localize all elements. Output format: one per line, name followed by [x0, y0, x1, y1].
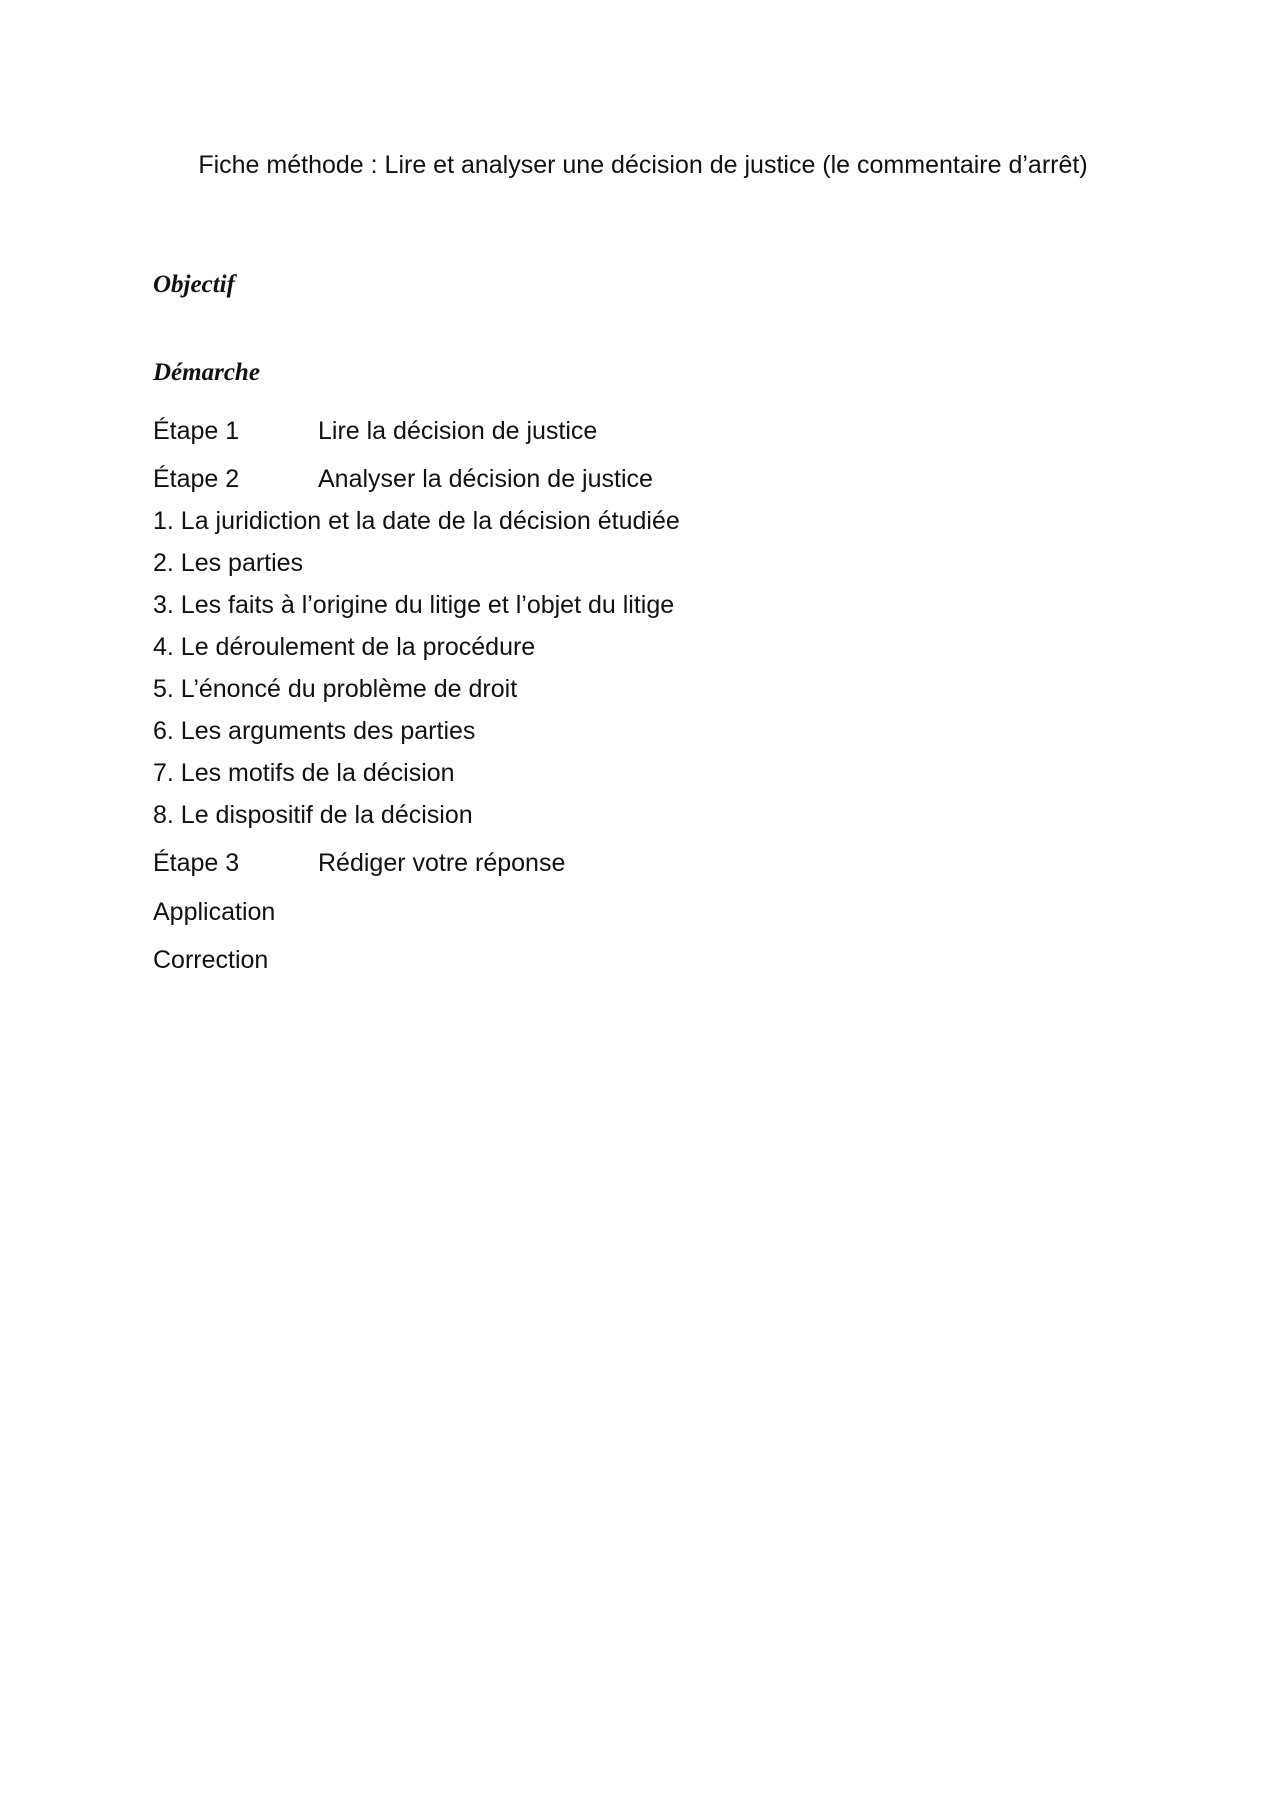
step-2-label: Étape 2 — [153, 465, 240, 493]
step-3-text: Rédiger votre réponse — [318, 849, 566, 877]
analysis-item-5: 5. L’énoncé du problème de droit — [153, 675, 518, 703]
demarche-heading: Démarche — [153, 359, 260, 386]
document-title: Fiche méthode : Lire et analyser une décision de justice (le commentaire d’arrêt) — [198, 151, 1088, 179]
analysis-item-1: 1. La juridiction et la date de la décision étudiée — [153, 507, 680, 535]
application-label: Application — [153, 898, 276, 926]
correction-label: Correction — [153, 946, 269, 974]
objectif-heading: Objectif — [153, 271, 235, 298]
analysis-item-3: 3. Les faits à l’origine du litige et l’objet du litige — [153, 591, 675, 619]
analysis-item-6: 6. Les arguments des parties — [153, 717, 476, 745]
analysis-item-4: 4. Le déroulement de la procédure — [153, 633, 536, 661]
analysis-item-7: 7. Les motifs de la décision — [153, 759, 455, 787]
step-1-label: Étape 1 — [153, 417, 240, 445]
step-2-row — [153, 464, 653, 494]
analysis-item-8: 8. Le dispositif de la décision — [153, 801, 473, 829]
step-1-row — [153, 416, 597, 446]
step-2-text: Analyser la décision de justice — [318, 465, 653, 493]
step-3-row — [153, 848, 565, 878]
step-3-label: Étape 3 — [153, 849, 240, 877]
step-1-text: Lire la décision de justice — [318, 417, 598, 445]
analysis-item-2: 2. Les parties — [153, 549, 304, 577]
